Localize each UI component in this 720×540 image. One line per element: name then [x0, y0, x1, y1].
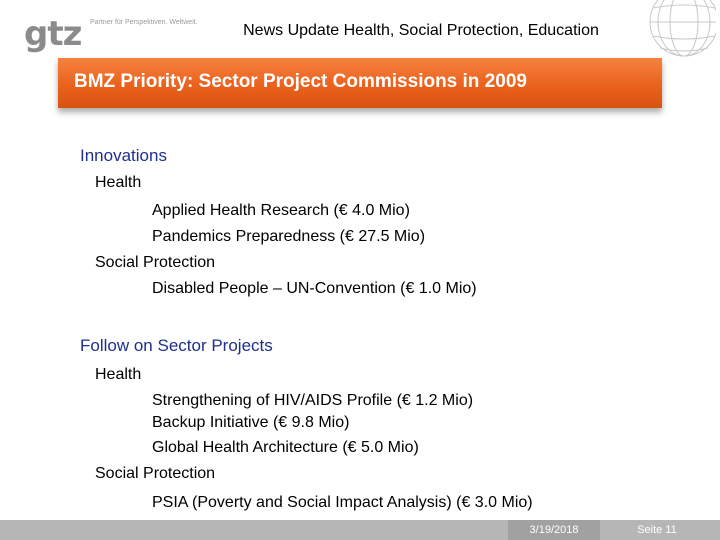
page-number: Seite 11 [637, 524, 677, 536]
section-heading-follow-on: Follow on Sector Projects [80, 336, 273, 355]
list-item: PSIA (Poverty and Social Impact Analysis) (€ 3.0 Mio) [152, 494, 533, 511]
group-label-social-protection: Social Protection [95, 465, 216, 482]
header-title: News Update Health, Social Protection, Education [243, 22, 599, 39]
slide-title: BMZ Priority: Sector Project Commissions in 2009 [74, 71, 527, 92]
list-item: Global Health Architecture (€ 5.0 Mio) [152, 439, 419, 456]
logo-tagline: Partner für Perspektiven. Weltweit. [90, 19, 198, 26]
group-label-social-protection: Social Protection [95, 254, 216, 271]
list-item: Backup Initiative (€ 9.8 Mio) [152, 414, 350, 431]
group-label-health: Health [95, 366, 142, 383]
group-label-health: Health [95, 174, 142, 191]
list-item: Disabled People – UN-Convention (€ 1.0 Mio) [152, 280, 477, 297]
list-item: Applied Health Research (€ 4.0 Mio) [152, 202, 410, 219]
logo-mark: gtz [24, 14, 82, 54]
section-heading-innovations: Innovations [80, 146, 167, 165]
list-item: Pandemics Preparedness (€ 27.5 Mio) [152, 228, 426, 245]
footer-date: 3/19/2018 [508, 520, 600, 540]
list-item: Strengthening of HIV/AIDS Profile (€ 1.2 Mio) [152, 392, 474, 409]
